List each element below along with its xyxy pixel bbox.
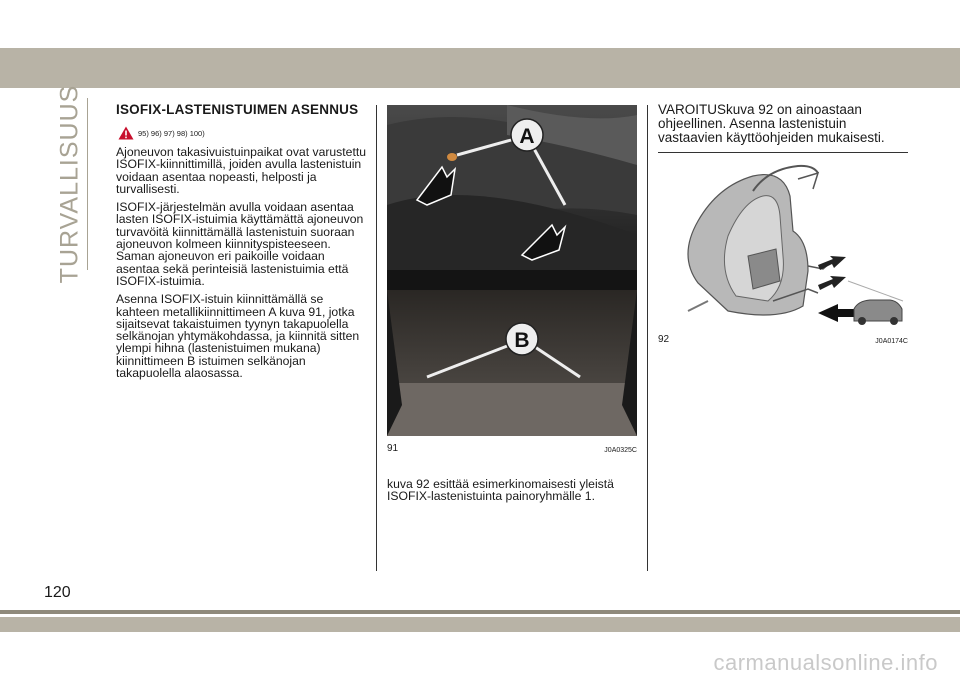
figure-92-drawing [658, 161, 908, 327]
warning-note: VAROITUSkuva 92 on ainoastaan ohjeellinen. Asenna lastenistuin vastaavien käyttöohjeiden mukaisesti. [658, 102, 885, 145]
warning-rule [658, 152, 908, 153]
figure-92-code: J0A0174C [875, 338, 908, 345]
intro-paragraph: Ajoneuvon takasivuistuinpaikat ovat varustettu ISOFIX-kiinnittimillä, joiden avulla lastenistuin voidaan asentaa nopeasti, helposti ja turvallisesti. [116, 145, 366, 196]
anchor-a-label: A [519, 125, 535, 148]
figure-91-code: J0A0325C [604, 447, 637, 454]
column-right [658, 103, 908, 345]
install-paragraph: Asenna ISOFIX-istuin kiinnittämällä se kahteen metallikiinnittimeen A kuva 91, jotka sijaitsevat takaistuimen tyynyn takapuolella selkänojan yhtymäkohdassa, ja kiinnitä sitten ylempi hihna (lastenistuimen mukana) kiinnittimeen B istuimen selkänojan takapuolella alaosassa. [116, 292, 360, 381]
section-tab-label: TURVALLISUUS [55, 84, 84, 284]
column-divider [376, 105, 377, 571]
column-divider-2 [647, 105, 648, 571]
section-heading: ISOFIX-LASTENISTUIMEN ASENNUS [116, 102, 359, 117]
page-number: 120 [44, 584, 71, 601]
top-band [0, 48, 960, 88]
child-seat-illustration [658, 161, 908, 327]
figure-91-photo [387, 105, 637, 436]
column-middle [387, 105, 637, 509]
figure-92-caption [658, 329, 908, 345]
warning-triangle-icon [118, 126, 134, 140]
warning-refs-text: 95) 96) 97) 98) 100) [138, 128, 205, 138]
figure-91-caption [387, 438, 637, 454]
figure-91-number: 91 [387, 443, 399, 454]
warning-references [118, 126, 368, 140]
anchor-b-label: B [514, 329, 530, 352]
bottom-band [0, 617, 960, 632]
figure-92-description: kuva 92 esittää esimerkinomaisesti yleistä ISOFIX-lastenistuinta painoryhmälle 1. [387, 477, 614, 504]
section-tab-rule [87, 98, 88, 270]
figure-92-number: 92 [658, 334, 670, 345]
column-left [116, 103, 368, 385]
isofix-anchors-image [387, 105, 637, 436]
bottom-band-line [0, 610, 960, 614]
section-tab [50, 84, 90, 284]
isofix-paragraph: ISOFIX-järjestelmän avulla voidaan asentaa lasten ISOFIX-istuimia käyttämättä ajoneuvon turvavöitä kiinnittämällä lastenistuin suoraan ajoneuvon kolmeen kiinnityspisteeseen. Saman ajoneuvon eri paikoille voidaan asentaa sekä perinteisiä lastenistuimia että ISOFIX-istuimia. [116, 200, 364, 288]
watermark: carmanualsonline.info [713, 650, 938, 675]
